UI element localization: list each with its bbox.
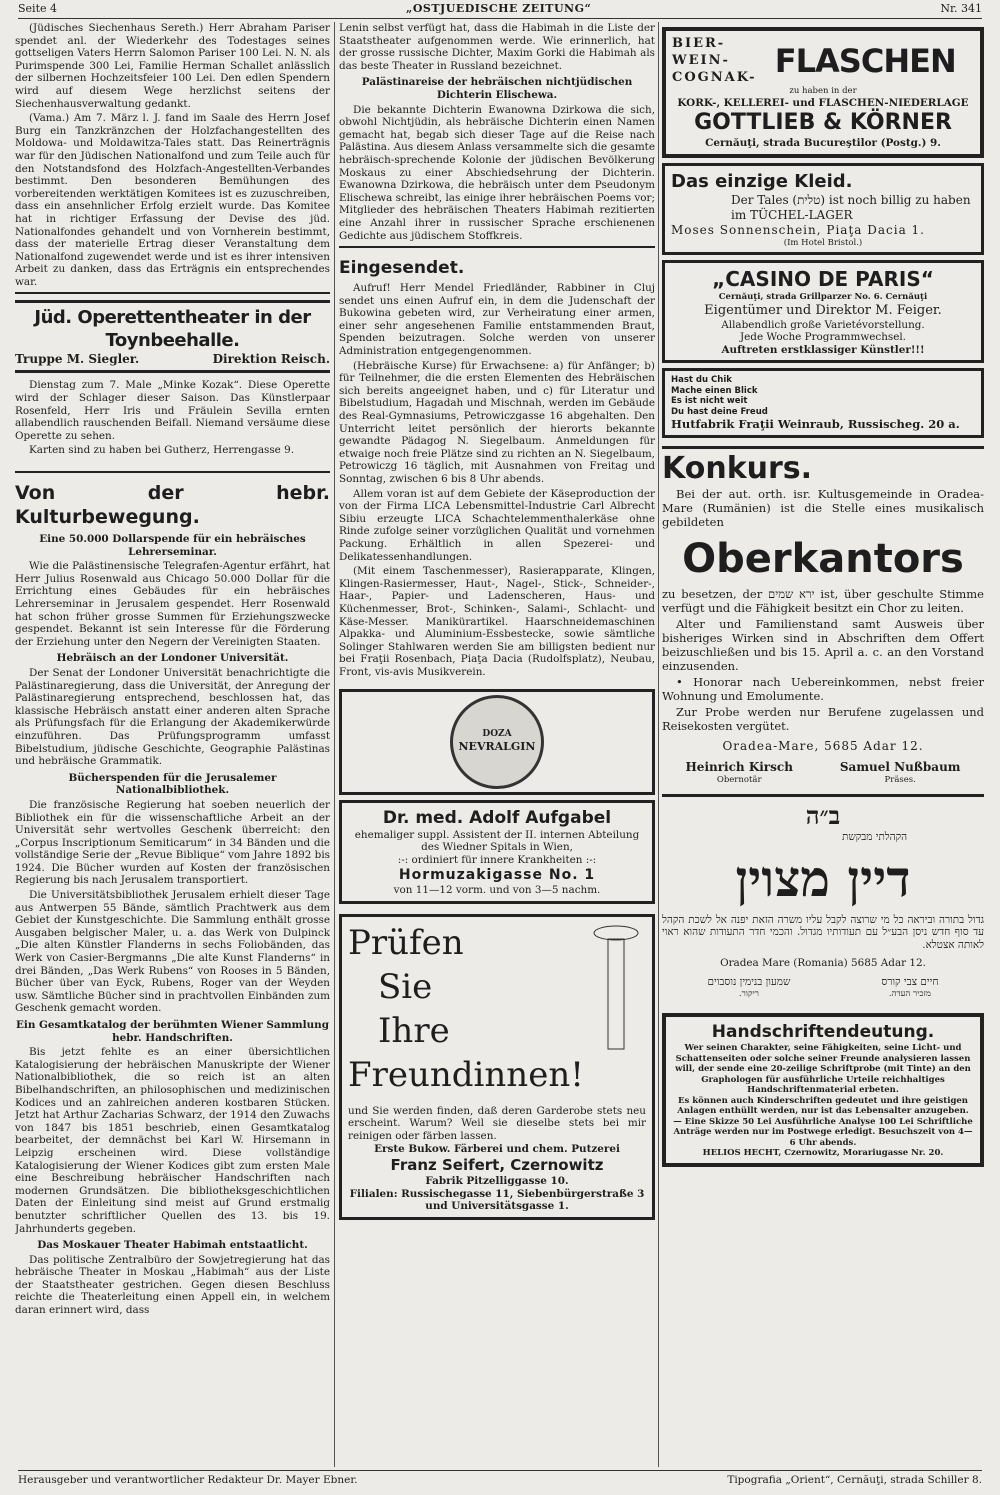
tales-ad [662, 163, 984, 256]
hebrew-text: גדול בתורה וביראה כל מי שרוצה לקבל עליו משרה הזאת יפנה אל לשכת הקהל עד סוף חדש ניסן הבע״ל עם תעודותיו מגדול. והכמי חדר התעודות שהוא ראוי לאותה אצטלא. [662, 913, 984, 951]
subheading: Palästinareise der hebräischen nichtjüdischen Dichterin Elischewa. [361, 76, 633, 101]
bottles-address: Cernăuţi, strada Bucureştilor (Postg.) 9. [705, 137, 941, 150]
konkurs-text: • Honorar nach Uebereinkommen, nebst freier Wohnung und Emolumente. [662, 675, 984, 704]
theater-troupe: Truppe M. Siegler. [15, 352, 140, 367]
konkurs-text: zu besetzen, der ירא שמים ist, über geschulte Stimme verfügt und die Fähigkeit besitzt ein Chor zu leiten. [662, 587, 984, 616]
hebrew-line: הקהלתי מבקשת [842, 830, 908, 843]
signature-name: Samuel Nußbaum [839, 760, 961, 775]
casino-address: Cernăuţi, strada Grillparzer No. 6. Cernăuţi [718, 292, 928, 303]
news-vama: (Vama.) Am 7. März l. J. fand im Saale des Herrn Josef Burg ein Tanzkränzchen der Holzfachangestellten des Moldowa- und Moldawitza-Tales statt. Das Reinerträgnis war für den Jüdischen Nationalfond und zum Teile auch für den Notstandsfond des Holzfach-Angestellten-Verbandes bestimmt. Den besonderen Bemühungen des vorbereitenden werktätigen Komitees ist es zuzuschreiben, dass ein ansehnlicher Erfolg erzielt wurde. Das Komitee hat in richtiger Erfassung der Devise des jüd. Nationalfondes gehandelt und von Vornherein bestimmt, dass der materielle Ertrag dieser Veranstaltung dem Nationalfond zugewendet werde und ist es ihrer intensiven Arbeit zu danken, dass das Erträgnis ein entsprechendes war. [15, 112, 330, 288]
section-heading: Von der hebr. Kulturbewegung. [15, 482, 330, 529]
nevralgin-dose: DOZA [482, 729, 512, 739]
subheading: Bücherspenden für die Jerusalemer Nationalbibliothek. [68, 771, 277, 797]
article-text: (Hebräische Kurse) für Erwachsene: a) für Anfänger; b) für Teilnehmer, die die ersten Elementen des Hebräischen sich bereits angeeignet haben, und c) für Literatur und Bibelstudium, Hagadah und Mischnah, werden im Gebäude des Real-Gymnasiums, Petrowiczgasse 16 abgehalten. Den Unterricht leitet persönlich der hierorts bekannte gewandte Pädagog N. Siegelbaum. Anmeldungen für etwaige noch freie Plätze sind zu richten an N. Siegelbaum, Petrowiczg 16 täglich, mit Ausnahmen von Freitag und Sonntag, zwischen 6 bis 8 Uhr abends. [339, 359, 655, 485]
headline-line: Sie [378, 966, 433, 1007]
casino-line: Jede Woche Programmwechsel. [739, 331, 906, 344]
bottles-small: zu haben in der [789, 86, 857, 96]
nevralgin-ad [339, 689, 655, 795]
headline-line: Prüfen [348, 922, 464, 963]
theater-ad [15, 300, 330, 373]
doctor-credentials: ehemaliger suppl. Assistent der II. internen Abteilung des Wiedner Spitals in Wien, [354, 828, 640, 854]
hebrew-title: דיין מצוין [735, 848, 911, 908]
bottles-ad [662, 27, 984, 158]
signature [881, 976, 938, 999]
article-text: Aufruf! Herr Mendel Friedländer, Rabbiner in Cluj sendet uns einen Aufruf ein, in dem die Judenschaft der Bukowina gebeten wird, zur Verheiratung einer armen, einer sehr angesehenen Familie entstammenden Braut, Spenden beizutragen. Solche werden von unserer Administration entgegengenommen. [339, 282, 655, 358]
konkurs-text: Alter und Familienstand samt Ausweis über bisheriges Wirken sind in Abschriften dem Offert beizuschließen und bis 15. April a. c. an den Vorstand einzusenden. [662, 617, 984, 674]
verse-line: Hast du Chik [671, 375, 732, 386]
theater-tickets: Karten sind zu haben bei Gutherz, Herrengasse 9. [29, 444, 295, 457]
seifert-firm: Erste Bukow. Färberei und chem. Putzerei [374, 1142, 620, 1155]
drink-list [672, 35, 757, 86]
news-siechenhaus: (Jüdisches Siechenhaus Sereth.) Herr Abraham Pariser spendet anl. der Wiederkehr des Todestages seines gottseligen Vaters Herrn Salomon Pariser 100 Lei. N. N. als Purimspende 300 Lei, Familie Herman Schallet anlässlich der silbernen Hochzeitsfeier 100 Lei. Den edlen Spendern wird auf diesem Wege herzlichst seitens der Siechenhausverwaltung gedankt. [15, 22, 330, 110]
seifert-branches: Filialen: Russischegasse 11, Siebenbürgerstraße 3 und Universitätsgasse 1. [349, 1187, 645, 1213]
graphology-title: Handschriftendeutung. [711, 1022, 935, 1043]
printer-credit: Tipografia „Orient“, Cernăuţi, strada Schiller 8. [727, 1474, 982, 1486]
column-3 [662, 22, 984, 1467]
seifert-factory: Fabrik Pitzelliggasse 10. [425, 1175, 569, 1188]
hebrew-bh: ב״ה [805, 800, 841, 830]
column-divider [334, 22, 335, 1467]
theater-title: Jüd. Operettentheater in der Toynbeehalle. [34, 307, 311, 352]
graphology-ad [662, 1013, 984, 1167]
konkurs-position: Oberkantors [682, 536, 964, 583]
casino-title: „CASINO DE PARIS“ [712, 267, 934, 292]
article-text: Die französische Regierung hat soeben neuerlich der Bibliothek ein für die wissenschaftliche Arbeit an der Universität sehr wertvolles Geschenk überreicht: den „Corpus Inscriptionum Semiticarum“ in 34 Bänden und die vollständige Serie der „Revue Biblique“ vom Jahre 1892 bis 1924. Die Bücher wurden auf Kosten der französischen Regierung bis nach Jerusalem transportiert. [15, 798, 330, 887]
signature-name: שמעון בנימין נוסבוים [707, 975, 791, 988]
doctor-name: Dr. med. Adolf Aufgabel [382, 807, 612, 828]
article-text: Wie die Palästinensische Telegrafen-Agentur erfährt, hat Herr Julius Rosenwald aus Chicago 50.000 Dollar für die Errichtung eines Gebäudes für ein hebräisches Lehrerseminar in Jerusalem gespendet. Herr Rosenwald hat schon früher grosse Summen für Erziehungszwecke gespendet. Bekannt ist sein Interesse für die Förderung der Erziehung unter den Negern der Vereinigten Staaten. [15, 560, 330, 648]
seifert-ad [339, 914, 655, 1220]
signature-title: מזכיר העדה. [888, 988, 931, 999]
signature [708, 976, 791, 999]
column-2 [339, 22, 655, 1467]
bottles-store: KORK-, KELLEREI- und FLASCHEN-NIEDERLAGE [677, 96, 969, 109]
konkurs-date: Oradea-Mare, 5685 Adar 12. [722, 739, 924, 754]
drink: WEIN- [672, 53, 730, 68]
subheading: Ein Gesamtkatalog der berühmten Wiener Sammlung hebr. Handschriften. [16, 1019, 329, 1044]
seifert-text: und Sie werden finden, daß deren Garderobe stets neu erscheint. Warum? Weil sie dieselbe stets bei mir reinigen oder färben lassen. [348, 1104, 646, 1143]
page-header [18, 2, 982, 19]
nevralgin-name: NEVRALGIN [458, 740, 536, 754]
column-1 [15, 22, 330, 1467]
subheading: Das Moskauer Theater Habimah entstaatlicht. [37, 1239, 308, 1252]
konkurs-text: Zur Probe werden nur Berufene zugelassen und Reisekosten vergütet. [662, 705, 984, 734]
divider [339, 246, 655, 248]
issue-number: Nr. 341 [940, 2, 982, 15]
signature-title: Präses. [884, 775, 916, 786]
seifert-name: Franz Seifert, Czernowitz [390, 1156, 604, 1175]
doctor-address: Hormuzakigasse No. 1 [398, 867, 596, 884]
column-divider [658, 22, 659, 1467]
subheading: Eine 50.000 Dollarspende für ein hebräisches Lehrerseminar. [39, 533, 306, 558]
tales-title: Das einzige Kleid. [671, 170, 853, 192]
headline-line: Freundinnen! [348, 1054, 584, 1095]
signature-title: Obernotär [716, 775, 762, 786]
signature-name: חיים צבי קורס [881, 975, 939, 988]
tales-name: Moses Sonnenschein, Piaţa Dacia 1. [671, 222, 925, 237]
verse-line: Du hast deine Freud [671, 406, 768, 417]
article-text: Das politische Zentralbüro der Sowjetregierung hat das hebräische Theater in Moskau „Habimah“ aus der Liste der Staatstheater gestrichen. Gegen diesen Beschluss reichte die Theaterleitung einen Appell ein, in welchem daran erinnert wird, dass [15, 1253, 330, 1317]
verse-line: Es ist nicht weit [671, 396, 748, 407]
signature [685, 760, 792, 786]
drink: COGNAK- [672, 70, 757, 85]
section-heading: Eingesendet. [339, 258, 465, 279]
konkurs-signatures [662, 760, 984, 786]
article-text: Die bekannte Dichterin Ewanowna Dzirkowa die sich, obwohl Nichtjüdin, als hebräische Dichterin einen Namen gemacht hat, begab sich dieser Tage auf die Reise nach Palästina. Aus diesem Anlass versammelte sich die gesamte hebräisch-sprechende Kolonie der jüdischen Bevölkerung Moskaus zu einer Abschiedsehrung der Dichterin. Ewanowna Dzirkowa, die hebräisch unter dem Pseudonym Elischewa schreibt, las einige ihrer hebräischen Poems vor; Mitglieder des hebräischen Theaters Habimah rezitierten eine Anzahl ihrer in russischer Sprache erschienenen Gedichte aus jüdischem Stoffkreis. [339, 103, 655, 242]
doctor-hours: von 11—12 vorm. und von 3—5 nachm. [393, 884, 601, 897]
theater-direction: Direktion Reisch. [212, 352, 330, 367]
konkurs-intro: Bei der aut. orth. isr. Kultusgemeinde in Oradea-Mare (Rumänien) ist die Stelle eines musikalisch gebildeten [662, 487, 984, 530]
casino-line: Allabendlich große Varietévorstellung. [721, 318, 925, 331]
graphology-text: Wer seinen Charakter, seine Fähigkeiten, seine Licht- und Schattenseiten oder solche seiner Freunde analysieren lassen will, der sende eine 20-zeilige Schriftprobe (mit Tinte) an den Graphologen für ausführliche Urteile reichhaltiges Handschriftenmaterial erbeten. [675, 1043, 971, 1096]
article-text: Allem voran ist auf dem Gebiete der Käseproduction der von der Firma LICA Lebensmittel-Industrie Carl Albrecht Sibiu erzeugte LICA Schachtelemmenthalerkäse ohne Rinde zufolge seiner vorzüglichen Qualität und vornehmen Packung. Erhältlich in allen Spezerei- und Delikatessenhandlungen. [339, 487, 655, 563]
konkurs-ad [662, 446, 984, 786]
headline-line: Ihre [378, 1010, 450, 1051]
page-footer [18, 1470, 982, 1487]
doctor-ad [339, 800, 655, 904]
nevralgin-tin-image [450, 695, 544, 789]
article-text: (Mit einem Taschenmesser), Rasierapparate, Klingen, Klingen-Rasiermesser, Haut-, Nagel-, Stick-, Schneider-, Haar-, Papier- und Ladenscheren, Haus- und Küchenmesser, Brot-, Schinken-, Salami-, Schlacht- und Käse-Messer. Manikürartikel. Haarschneidemaschinen Alpakka- und Aluminium-Essbestecke, sowie sämtliche Solinger Stahlwaren werden Sie am billigsten bedient nur bei Fraţii Rosenbach, Piaţa Dacia (Rudolfsplatz), Neubau, Front, vis-avis Musikverein. [339, 565, 655, 678]
divider [15, 471, 330, 473]
bottles-title: FLASCHEN [774, 41, 956, 80]
graphology-text: Es können auch Kinderschriften gedeutet und ihre geistigen Anlagen enthüllt werden, nur ist das Lebensalter anzugeben. — Eine Skizze 50 Lei Ausführliche Analyse 100 Lei Schriftliche Anträge werden nur im Postwege erledigt. Besuchszeit von 4—6 Uhr abends. [673, 1095, 973, 1148]
hat-verse [671, 375, 975, 417]
hat-ad [662, 368, 984, 438]
article-text: Lenin selbst verfügt hat, dass die Habimah in die Liste der Staatstheater aufgenommen werde. Wie erinnerlich, hat der grosse russische Dichter, Maxim Gorki die Habimah als das beste Theater in Russland bezeichnet. [339, 22, 655, 72]
divider [15, 292, 330, 294]
page-number: Seite 4 [18, 2, 57, 15]
article-text: Der Senat der Londoner Universität benachrichtigte die Palästinaregierung, dass die Universität, der Anregung der Palästinaregierung entsprechend, beschlossen hat, das klassische Hebräisch anstatt einer anderen alten Sprache als Prüfungsfach für die Erlangung der Akademikerwürde einzuführen. Das Prüfungsprogramm umfasst Bibelstudium, jüdische Geschichte, Geographie Palästinas und hebräische Grammatik. [15, 666, 330, 768]
ladies-illustration [586, 921, 646, 1061]
bottles-top [672, 35, 974, 86]
hat-firm: Hutfabrik Fraţii Weinraub, Russischeg. 20 a. [671, 417, 960, 432]
signature-name: Heinrich Kirsch [685, 760, 793, 775]
casino-owner: Eigentümer und Direktor M. Feiger. [704, 302, 942, 318]
hebrew-signatures [662, 976, 984, 999]
signature-title: ריקור. [738, 988, 759, 999]
bottles-firm: GOTTLIEB & KÖRNER [694, 110, 952, 136]
editor-credit: Herausgeber und verantwortlicher Redakteur Dr. Mayer Ebner. [18, 1474, 358, 1486]
theater-text: Dienstag zum 7. Male „Minke Kozak“. Diese Operette wird der Schlager dieser Saison. Das Künstlerpaar Rosenfeld, Herr Iris und Fräulein Sevilla ernten allabendlich rauschenden Beifall. Niemand versäume diese Operette zu sehen. [15, 379, 330, 442]
theater-credits [15, 352, 330, 367]
casino-line: Auftreten erstklassiger Künstler!!! [721, 343, 925, 356]
tales-hotel: (Im Hotel Bristol.) [783, 237, 863, 248]
hebrew-ad [662, 794, 984, 999]
newspaper-title: „OSTJUEDISCHE ZEITUNG“ [406, 2, 592, 15]
verse-line: Mache einen Blick [671, 385, 758, 396]
konkurs-title: Konkurs. [662, 451, 813, 487]
signature [840, 760, 961, 786]
seifert-headline-area [348, 921, 646, 1101]
graphology-signature: HELIOS HECHT, Czernowitz, Morariugasse Nr. 20. [702, 1148, 944, 1159]
subheading: Hebräisch an der Londoner Universität. [56, 652, 289, 665]
article-text: Bis jetzt fehlte es an einer übersichtlichen Katalogisierung der hebräischen Manuskripte der Wiener Nationalbibliothek, die so reich ist an alten Bibelhandschriften, an philosophischen und medizinischen Kodices und an zahlreichen anderen kostbaren Stücken. Jetzt hat Arthur Zacharias Schwarz, der 1914 den Zuwachs von 1847 bis 1851 beschrieb, einen Gesamtkatalog bearbeitet, der demnächst bei Karl W. Hirsemann in Leipzig erscheinen wird. Diese vollständige Katalogisierung der Wiener Kodices gibt zum ersten Male eine Beschreibung hebräischer Handschriften nach modernen Grundsätzen. Die bibliotheksgeschichtlichen Daten der Einleitung sind meist auf Grund erstmalig benutzter schriftlicher Quellen des 13. bis 19. Jahrhunderts gegeben. [15, 1046, 330, 1235]
hebrew-date: Oradea Mare (Romania) 5685 Adar 12. [720, 957, 926, 970]
doctor-specialty: :-: ordiniert für innere Krankheiten :-: [397, 853, 597, 866]
article-text: Die Universitätsbibliothek Jerusalem erhielt dieser Tage aus Antwerpen 55 Bände, sämtlich Prachtwerk aus dem Gebiet der Kunstgeschichte. Die Sammlung enthält grosse Ausgaben belgischer Maler, u. a. das Werk von Dulpinck „Die alten Künstler Flanderns in sechs Foliobänden, das Werk von Casier-Bergmanns „Die alte Kunst Flanderns“ in drei Bänden, „Das Werk Rubens“ von Rooses in 5 Bänden, Bücher über van Eyck, Rubens, Roger van der Weyden usw. Sämtliche Bücher sind in prachtvollen Einbänden zum Geschenk gemacht worden. [15, 889, 330, 1015]
casino-ad [662, 260, 984, 363]
tales-text: Der Tales (טלית) ist noch billig zu haben im TÜCHEL-LAGER [731, 192, 971, 222]
drink: BIER- [672, 36, 726, 51]
